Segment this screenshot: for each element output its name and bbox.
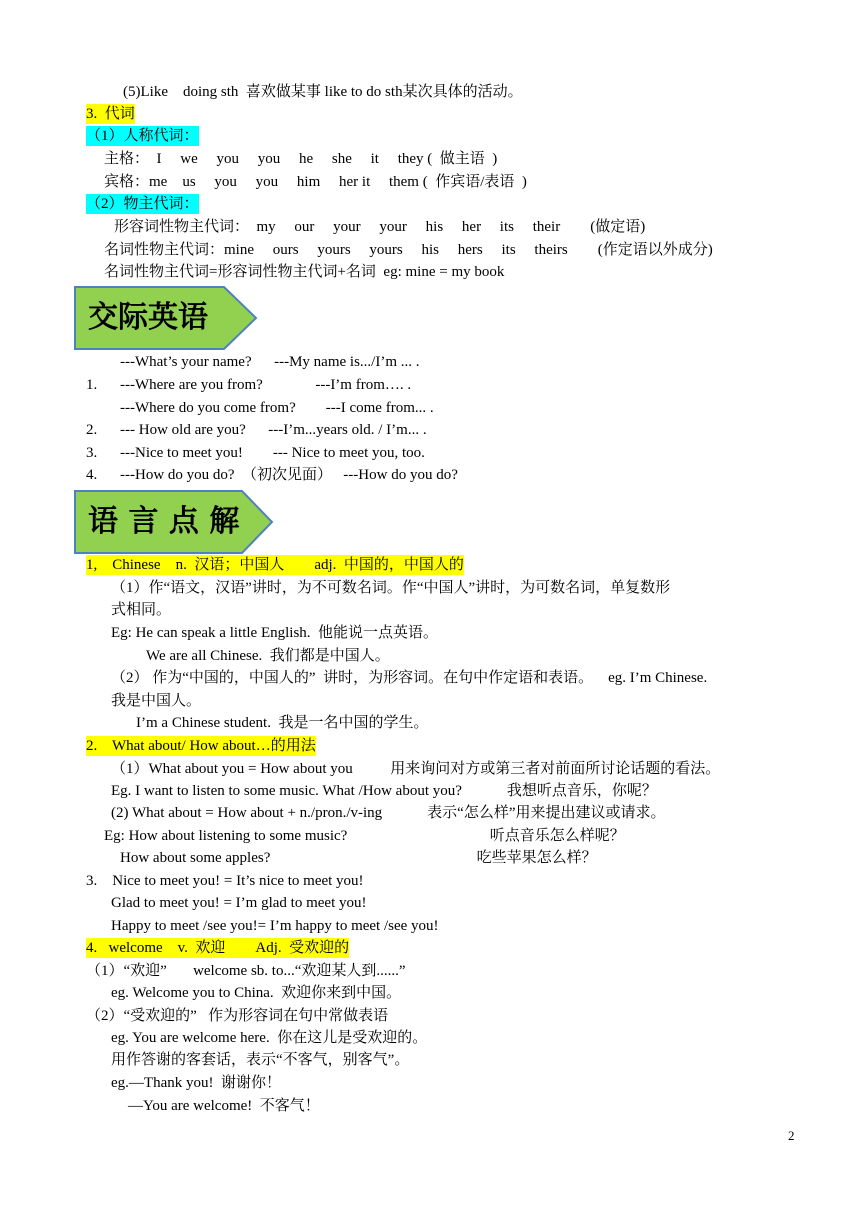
text-line: （1）作“语文，汉语”讲时，为不可数名词。作“中国人”讲时，为可数名词，单复数形 — [111, 580, 671, 596]
dialogue-line: ---What’s your name? ---My name is.../I’m ... . — [120, 354, 420, 370]
text-line: How about some apples? 吃些苹果怎么样？ — [120, 850, 597, 866]
text-line: （2） 作为“中国的，中国人的” 讲时，为形容词。在句中作定语和表语。 eg. I’m Chinese. — [111, 670, 708, 686]
section-banner-communication — [74, 286, 258, 350]
text-line: —You are welcome! 不客气！ — [128, 1098, 320, 1114]
banner-title: 交际英语 — [88, 300, 208, 335]
text-line: （1）What about you = How about you 用来询问对方或第三者对前面所讨论话题的看法。 — [111, 761, 721, 777]
banner-title: 语 言 点 解 — [88, 504, 240, 539]
dialogue-line: ---Where are you from? ---I’m from…. . — [120, 377, 412, 393]
text-line: (2) What about = How about + n./pron./v-ing 表示“怎么样”用来提出建议或请求。 — [111, 805, 666, 821]
text-line: I’m a Chinese student. 我是一名中国的学生。 — [136, 715, 429, 731]
text-line: 名词性物主代词：mine ours yours yours his hers its theirs (作定语以外成分) — [104, 242, 713, 258]
dialogue-line: ---How do you do? （初次见面） ---How do you do? — [120, 467, 458, 483]
text-line: eg.—Thank you! 谢谢你！ — [111, 1075, 281, 1091]
text-line: We are all Chinese. 我们都是中国人。 — [146, 648, 390, 664]
text-line: 我是中国人。 — [111, 693, 202, 709]
section-heading: 3. 代词 — [86, 106, 135, 122]
point-heading: 4. welcome v. 欢迎 Adj. 受欢迎的 — [86, 940, 350, 956]
text-line: Eg: How about listening to some music? 听点音乐怎么样呢？ — [104, 828, 625, 844]
page-number: 2 — [788, 1128, 795, 1143]
text-line: 式相同。 — [111, 602, 172, 618]
text-line: Eg: He can speak a little English. 他能说一点英语。 — [111, 625, 439, 641]
subsection-heading: （2）物主代词： — [86, 196, 199, 212]
section-banner-language-points — [74, 490, 258, 554]
text-line: 用作答谢的客套话，表示“不客气，别客气”。 — [111, 1052, 410, 1068]
text-line: （2）“受欢迎的” 作为形容词在句中常做表语 — [86, 1008, 389, 1024]
point-heading: 1, Chinese n. 汉语；中国人 adj. 中国的，中国人的 — [86, 557, 464, 573]
point-heading: 2. What about/ How about…的用法 — [86, 738, 316, 754]
list-number: 1. — [86, 377, 98, 393]
list-number: 3. — [86, 445, 98, 461]
text-line: 形容词性物主代词： my our your your his her its their (做定语) — [114, 219, 646, 235]
text-line: （1）“欢迎” welcome sb. to...“欢迎某人到......” — [86, 963, 406, 979]
text-line: 主格： I we you you he she it they ( 做主语 ) — [104, 151, 498, 167]
dialogue-line: --- How old are you? ---I’m...years old. / I’m... . — [120, 422, 427, 438]
text-line: Glad to meet you! = I’m glad to meet you! — [111, 895, 367, 911]
text-line: (5)Like doing sth 喜欢做某事 like to do sth某次具体的活动。 — [123, 84, 523, 100]
list-number: 2. — [86, 422, 98, 438]
list-number: 4. — [86, 467, 98, 483]
text-line: Eg. I want to listen to some music. What /How about you? 我想听点音乐，你呢？ — [111, 783, 657, 799]
text-line: 名词性物主代词=形容词性物主代词+名词 eg: mine = my book — [104, 264, 505, 280]
subsection-heading: （1）人称代词： — [86, 128, 199, 144]
dialogue-line: ---Where do you come from? ---I come from... . — [120, 400, 434, 416]
dialogue-line: ---Nice to meet you! --- Nice to meet you, too. — [120, 445, 425, 461]
point-heading: 3. Nice to meet you! = It’s nice to meet you! — [86, 873, 364, 889]
text-line: Happy to meet /see you!= I’m happy to meet /see you! — [111, 918, 439, 934]
text-line: 宾格：me us you you him her it them ( 作宾语/表语 ) — [104, 174, 527, 190]
text-line: eg. You are welcome here. 你在这儿是受欢迎的。 — [111, 1030, 428, 1046]
text-line: eg. Welcome you to China. 欢迎你来到中国。 — [111, 985, 402, 1001]
